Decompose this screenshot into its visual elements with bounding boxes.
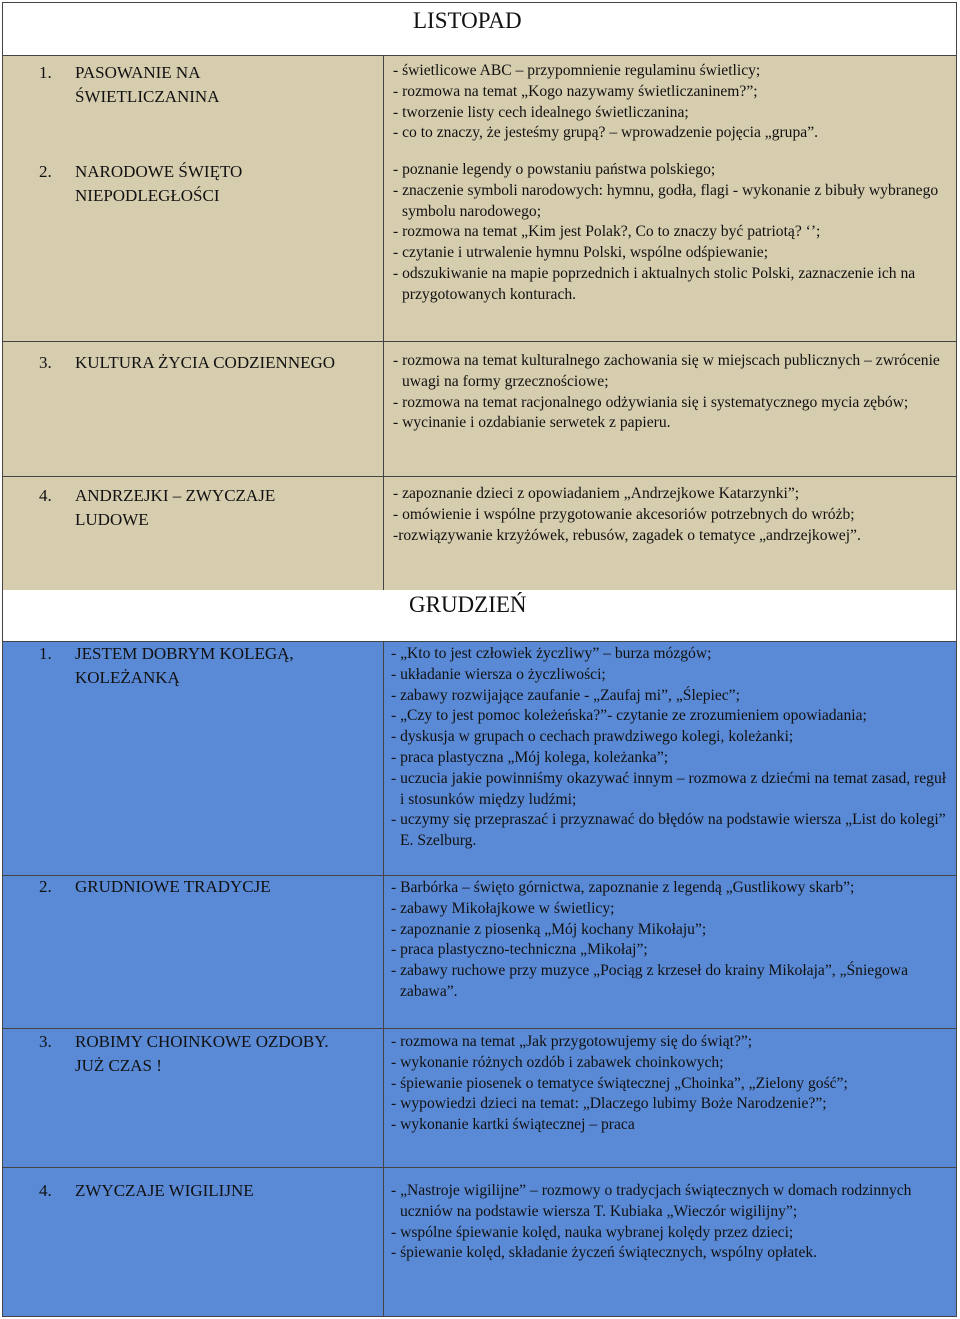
activity-item: - wykonanie kartki świątecznej – praca — [391, 1116, 635, 1134]
topic-4-activities — [393, 484, 953, 546]
row-divider — [3, 476, 956, 477]
activity-item: - wykonanie różnych ozdób i zabawek choinkowych; — [391, 1053, 724, 1071]
activity-item: - tworzenie listy cech idealnego świetliczanina; — [393, 103, 689, 121]
grudzien-section — [2, 641, 957, 1317]
activity-item: - rozmowa na temat „Kim jest Polak?, Co to znaczy być patriotą? ‘’; — [393, 223, 821, 241]
topic-title: PASOWANIE NA ŚWIETLICZANINA — [75, 63, 220, 106]
activity-item: - co to znaczy, że jesteśmy grupą? – wprowadzenie pojęcia „grupa”. — [393, 124, 819, 142]
activity-item: - odszukiwanie na mapie poprzednich i aktualnych stolic Polski, zaznaczenie ich na przygotowanych konturach. — [393, 264, 916, 303]
activity-item: - zabawy Mikołajkowe w świetlicy; — [391, 899, 615, 917]
activity-item: - Barbórka – święto górnictwa, zapoznanie z legendą „Gustlikowy skarb”; — [391, 879, 855, 896]
activity-item: - zabawy rozwijające zaufanie - „Zaufaj mi”, „Ślepiec”; — [391, 686, 740, 704]
topic-2-activities — [391, 878, 953, 1003]
activity-item: - śpiewanie piosenek o tematyce świątecznej „Choinka”, „Zielony gość”; — [391, 1074, 848, 1092]
listopad-section — [2, 2, 957, 594]
topic-title: KULTURA ŻYCIA CODZIENNEGO — [75, 353, 336, 372]
activity-item: - rozmowa na temat „Jak przygotowujemy się do świąt?”; — [391, 1033, 753, 1050]
topic-title: ROBIMY CHOINKOWE OZDOBY. JUŻ CZAS ! — [75, 1032, 329, 1075]
topic-number: 3. — [39, 353, 52, 372]
activity-item: - układanie wiersza o życzliwości; — [391, 665, 606, 683]
activity-item: - „Kto to jest człowiek życzliwy” – burza mózgów; — [391, 645, 712, 662]
activity-item: - wspólne śpiewanie kolęd, nauka wybranej kolędy przez dzieci; — [391, 1223, 794, 1241]
activity-item: - świetlicowe ABC – przypomnienie regulaminu świetlicy; — [393, 62, 761, 79]
activity-item: - czytanie i utrwalenie hymnu Polski, wspólne odśpiewanie; — [393, 244, 769, 262]
activity-item: - praca plastyczno-techniczna „Mikołaj”; — [391, 941, 648, 959]
topic-number: 1. — [39, 644, 52, 663]
topic-1-activities — [393, 61, 953, 144]
activity-item: - zapoznanie dzieci z opowiadaniem „Andrzejkowe Katarzynki”; — [393, 485, 800, 502]
topic-title: NARODOWE ŚWIĘTO NIEPODLEGŁOŚCI — [75, 162, 243, 205]
topic-number: 3. — [39, 1032, 52, 1051]
topic-number: 2. — [39, 877, 52, 896]
listopad-body — [3, 56, 956, 593]
row-divider — [3, 341, 956, 342]
activity-item: - rozmowa na temat kulturalnego zachowania się w miejscach publicznych – zwrócenie uwagi na formy grzecznościowe; — [393, 352, 940, 390]
activity-item: -rozwiązywanie krzyżówek, rebusów, zagadek o tematyce „andrzejkowej”. — [393, 526, 861, 544]
grudzien-header-row — [2, 590, 957, 642]
topic-number: 2. — [39, 162, 52, 181]
activity-item: - uczucia jakie powinniśmy okazywać innym – rozmowa z dziećmi na temat zasad, reguł i stosunków między ludźmi; — [391, 769, 947, 808]
activity-item: - znaczenie symboli narodowych: hymnu, godła, flagi - wykonanie z bibuły wybranego symbolu narodowego; — [393, 181, 939, 220]
activity-item: - śpiewanie kolęd, składanie życzeń świątecznych, wspólny opłatek. — [391, 1244, 818, 1262]
row-divider — [3, 1167, 956, 1168]
topic-3-activities — [391, 1032, 953, 1136]
topic-title: GRUDNIOWE TRADYCJE — [75, 877, 271, 896]
topic-number: 1. — [39, 63, 52, 82]
grudzien-title: GRUDZIEŃ — [409, 592, 527, 617]
activity-item: - zabawy ruchowe przy muzyce „Pociąg z krzeseł do krainy Mikołaja”, „Śniegowa zabawa”. — [391, 962, 908, 1000]
listopad-title: LISTOPAD — [413, 8, 522, 33]
activity-item: - wycinanie i ozdabianie serwetek z papieru. — [393, 414, 671, 432]
activity-item: - „Nastroje wigilijne” – rozmowy o tradycjach świątecznych w domach rodzinnych uczniów na podstawie wiersza T. Kubiaka „Wieczór wigilijny”; — [391, 1182, 912, 1220]
activity-item: - uczymy się przepraszać i przyznawać do błędów na podstawie wiersza „List do kolegi” E. Szelburg. — [391, 811, 946, 850]
activity-item: - „Czy to jest pomoc koleżeńska?”- czytanie ze zrozumieniem opowiadania; — [391, 707, 867, 725]
activity-item: - rozmowa na temat racjonalnego odżywiania się i systematycznego mycia zębów; — [393, 393, 909, 411]
topic-number: 4. — [39, 486, 52, 505]
column-divider — [383, 642, 384, 1316]
activity-item: - poznanie legendy o powstaniu państwa polskiego; — [393, 161, 716, 178]
activity-item: - zapoznanie z piosenką „Mój kochany Mikołaju”; — [391, 920, 707, 938]
activity-item: - wypowiedzi dzieci na temat: „Dlaczego lubimy Boże Narodzenie?”; — [391, 1095, 827, 1113]
topic-title: ZWYCZAJE WIGILIJNE — [75, 1181, 254, 1200]
topic-1-activities — [391, 644, 953, 852]
topic-3-activities — [393, 351, 953, 434]
topic-number: 4. — [39, 1181, 52, 1200]
column-divider — [383, 56, 384, 593]
topic-4-activities — [391, 1181, 953, 1264]
activity-item: - praca plastyczna „Mój kolega, koleżanka”; — [391, 748, 669, 766]
topic-title: ANDRZEJKI – ZWYCZAJE LUDOWE — [75, 486, 276, 529]
row-divider — [3, 1028, 956, 1029]
topic-title: JESTEM DOBRYM KOLEGĄ, KOLEŻANKĄ — [75, 644, 294, 687]
activity-item: - dyskusja w grupach o cechach prawdziwego kolegi, koleżanki; — [391, 728, 794, 746]
activity-item: - rozmowa na temat „Kogo nazywamy świetliczaninem?”; — [393, 82, 758, 100]
activity-item: - omówienie i wspólne przygotowanie akcesoriów potrzebnych do wróżb; — [393, 505, 855, 523]
topic-2-activities — [393, 160, 953, 306]
listopad-header-row — [3, 3, 956, 56]
